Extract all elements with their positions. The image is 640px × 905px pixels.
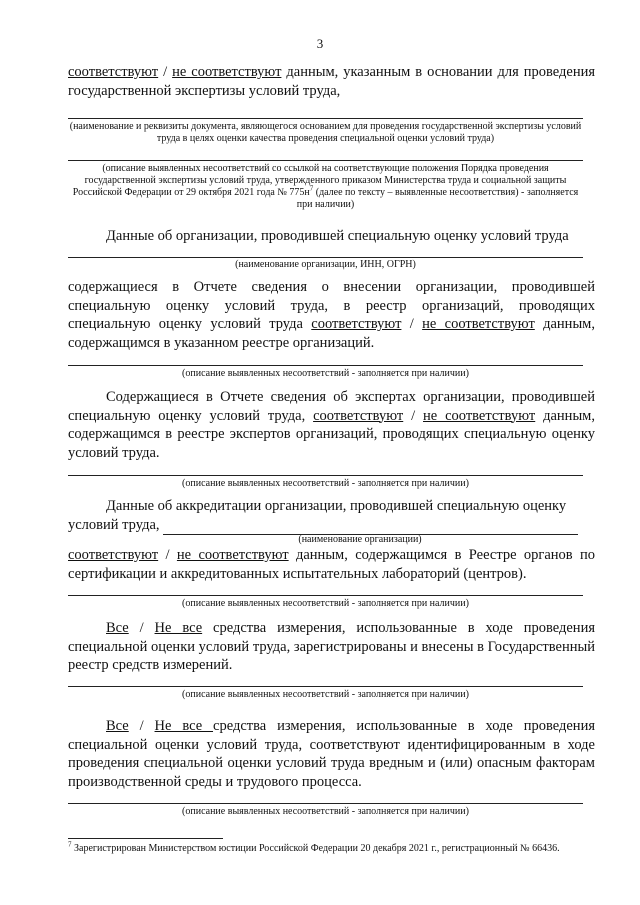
caption-accreditation: (описание выявленных несоответствий - заполняется при наличии)	[182, 598, 469, 609]
caption-accreditation-org: (наименование организации)	[298, 534, 422, 545]
caption-discrepancies: (описание выявленных несоответствий со ссылкой на соответствующие положения Порядка проведения государственной экспертизы условий труда, утвержденного приказом Министерства труда и социальной защиты Российской Федерации от 29 октября 2021 года № $775н^7$ (далее по тексту – выявленные несоответствия) - заполняется при наличии)	[72, 163, 579, 210]
heading-organization-data: Данные об организации, проводившей специальную оценку условий труда	[106, 228, 569, 244]
page-number: 3	[316, 36, 324, 51]
option-noncompliant: не соответствуют	[423, 407, 536, 424]
option-noncompliant: не соответствуют	[176, 547, 289, 563]
paragraph-accreditation: Данные об аккредитации организации, проводившей специальную оценку условий труда,	[68, 497, 595, 535]
fill-line-accreditation-org	[163, 516, 578, 536]
caption-registry: (описание выявленных несоответствий - заполняется при наличии)	[182, 368, 469, 379]
fill-line-discrepancies	[68, 160, 583, 161]
caption-instruments-registry: (описание выявленных несоответствий - заполняется при наличии)	[182, 689, 469, 700]
paragraph-experts-compliance: Содержащиеся в Отчете сведения об экспертах организации, проводившей специальную оценку условий труда, соответствуют / не соответствуют данным, содержащимся в реестре экспертов организаций, проводящих специальную оценку условий труда.	[68, 389, 595, 461]
paragraph-instruments-factors: Все / Не все средства измерения, использованные в ходе проведения специальной оценки условий труда, соответствуют идентифицированным в ходе проведения специальной оценки условий труда вредным и (или) опасным факторам производственной среды и трудового процесса.	[68, 718, 595, 790]
caption-organization: (наименование организации, ИНН, ОГРН)	[235, 259, 416, 270]
paragraph-registry-compliance: содержащиеся в Отчете сведения о внесении организации, проводившей специальную оценку условий труда, в реестр организаций, проводящих специальную оценку условий труда соответствуют / не соответствуют данным, содержащимся в указанном реестре организаций.	[68, 279, 595, 351]
fill-line-registry	[68, 365, 583, 366]
paragraph-instruments-registry: Все / Не все средства измерения, использованные в ходе проведения специальной оценки условий труда, зарегистрированы и внесены в Государственный реестр средств измерений.	[68, 620, 595, 673]
option-compliant: соответствуют	[68, 547, 159, 563]
option-not-all: Не все	[154, 718, 214, 734]
fill-line-basis	[68, 118, 583, 119]
fill-line-experts	[68, 475, 583, 476]
caption-basis: (наименование и реквизиты документа, являющегося основанием для проведения государственной экспертизы условий труда в целях оценки качества проведения специальной оценки условий труда)	[69, 121, 582, 144]
option-all: Все	[106, 718, 129, 734]
option-noncompliant: не соответствуют	[422, 316, 535, 332]
footnote: $^7$ Зарегистрирован Министерством юстиции Российской Федерации 20 декабря 2021 г., регистрационный № 66436.	[68, 840, 560, 854]
option-all: Все	[106, 620, 129, 636]
option-noncompliant: не соответствуют	[172, 64, 282, 80]
paragraph-accreditation-compliance: соответствуют / не соответствуют данным, содержащимся в Реестре органов по сертификации и аккредитованных испытательных лабораторий (центров).	[68, 547, 595, 582]
option-not-all: Не все	[154, 620, 203, 636]
option-compliant: соответствуют	[68, 64, 159, 80]
option-compliant: соответствуют	[311, 316, 402, 332]
paragraph-basis-compliance: соответствуют / не соответствуют данным, указанным в основании для проведения государственной экспертизы условий труда,	[68, 64, 596, 99]
caption-experts: (описание выявленных несоответствий - заполняется при наличии)	[182, 478, 469, 489]
footnote-separator	[68, 838, 223, 839]
option-compliant: соответствуют	[313, 407, 404, 424]
caption-instruments-factors: (описание выявленных несоответствий - заполняется при наличии)	[182, 806, 469, 817]
fill-line-organization	[68, 257, 583, 258]
fill-line-instruments-factors	[68, 803, 583, 804]
fill-line-accreditation	[68, 595, 583, 596]
fill-line-instruments-registry	[68, 686, 583, 687]
